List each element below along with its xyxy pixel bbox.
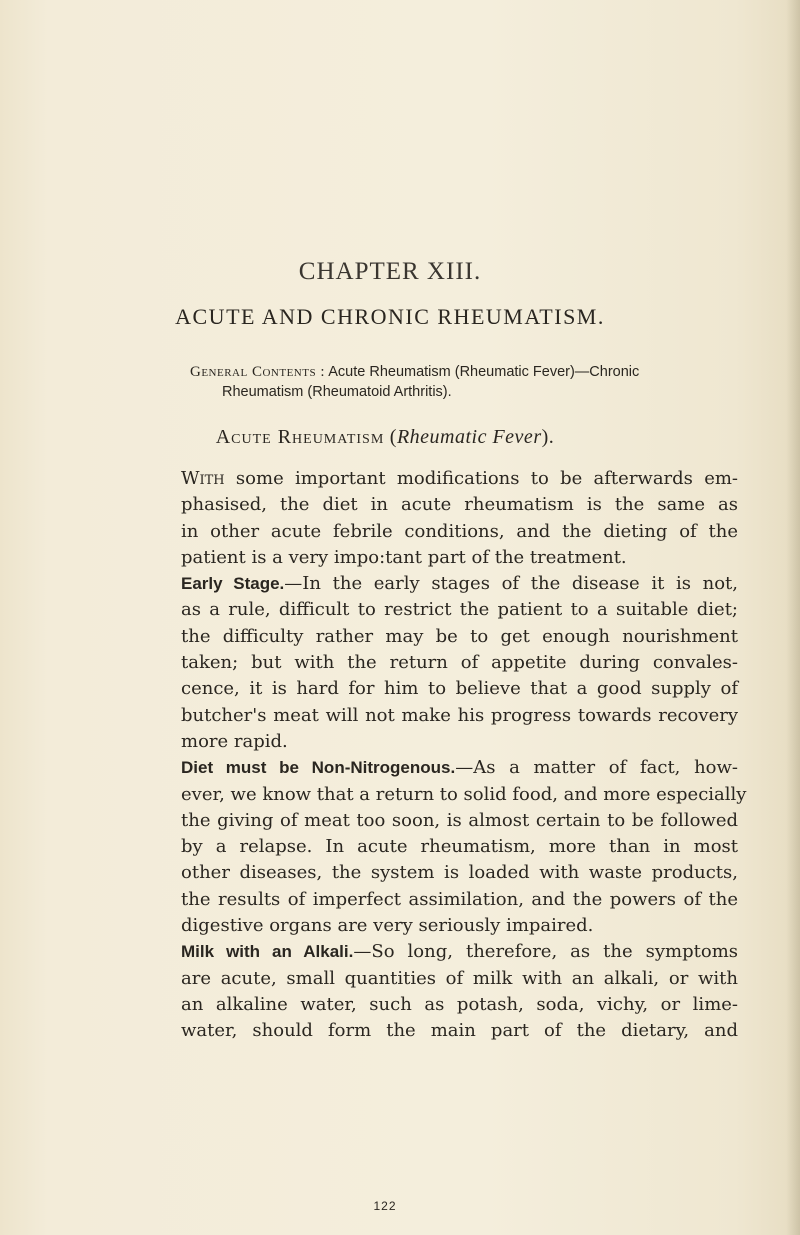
paragraph — [181, 939, 738, 1044]
run-in-heading: Early Stage. — [181, 574, 285, 594]
text-line: Milk with an Alkali.—So long, therefore, as the symptoms — [181, 941, 738, 963]
text-line: butcher's meat will not make his progress towards recovery — [181, 704, 738, 726]
text-line: are acute, small quantities of milk with an alkali, or with — [181, 967, 738, 989]
page-edge-shadow — [786, 0, 800, 1235]
text-line: the giving of meat too soon, is almost certain to be followed — [181, 809, 738, 831]
chapter-title: ACUTE AND CHRONIC RHEUMATISM. — [175, 304, 605, 329]
general-contents-label: General Contents : — [190, 364, 325, 380]
section-heading-text: Acute Rheumatism — [215, 426, 385, 448]
text-line: digestive organs are very seriously impaired. — [181, 915, 594, 937]
page-number: 122 — [373, 1199, 397, 1213]
general-contents-line-1 — [190, 362, 730, 382]
run-in-heading: Milk with an Alkali. — [181, 942, 354, 962]
text-line: by a relapse. In acute rheumatism, more than in most — [181, 836, 738, 858]
text-line: ever, we know that a return to solid food, and more especially — [181, 783, 747, 805]
paragraph-lead-word: With — [181, 468, 225, 489]
section-heading-open: ( — [389, 426, 397, 448]
section-heading-close: ). — [541, 426, 555, 448]
paragraph — [181, 755, 747, 939]
text-line: as a rule, difficult to restrict the patient to a suitable diet; — [181, 599, 738, 621]
chapter-number: CHAPTER XIII. — [298, 258, 482, 285]
text-line: in other acute febrile conditions, and the dieting of the — [181, 520, 738, 542]
text-line: the results of imperfect assimilation, and the powers of the — [181, 888, 738, 910]
section-heading — [0, 426, 770, 449]
paragraph — [181, 466, 738, 571]
text-line: more rapid. — [181, 730, 288, 752]
text-line: patient is a very impo:tant part of the treatment. — [181, 546, 627, 568]
text-line: other diseases, the system is loaded with waste products, — [181, 862, 738, 884]
run-in-heading: Diet must be Non-Nitrogenous. — [181, 758, 456, 778]
text-line: cence, it is hard for him to believe that a good supply of — [181, 678, 738, 700]
general-contents — [190, 362, 730, 402]
body-text — [181, 466, 747, 1045]
paragraph — [181, 571, 738, 755]
text-line: Early Stage.—In the early stages of the disease it is not, — [181, 573, 739, 595]
text-line: water, should form the main part of the dietary, and — [181, 1020, 738, 1042]
section-heading-italic: Rheumatic Fever — [396, 426, 542, 448]
text-line: Diet must be Non-Nitrogenous.—As a matter of fact, how- — [181, 757, 739, 779]
text-line: taken; but with the return of appetite during convales- — [181, 652, 738, 674]
text-line: phasised, the diet in acute rheumatism is the same as — [181, 494, 738, 516]
general-contents-text-1: Acute Rheumatism (Rheumatic Fever)—Chronic — [328, 364, 640, 380]
text-line: the difficulty rather may be to get enough nourishment — [181, 625, 738, 647]
general-contents-line-2: Rheumatism (Rheumatoid Arthritis). — [222, 384, 452, 400]
text-line: an alkaline water, such as potash, soda, vichy, or lime- — [181, 993, 738, 1015]
text-line: With some important modifications to be afterwards em- — [181, 468, 738, 489]
